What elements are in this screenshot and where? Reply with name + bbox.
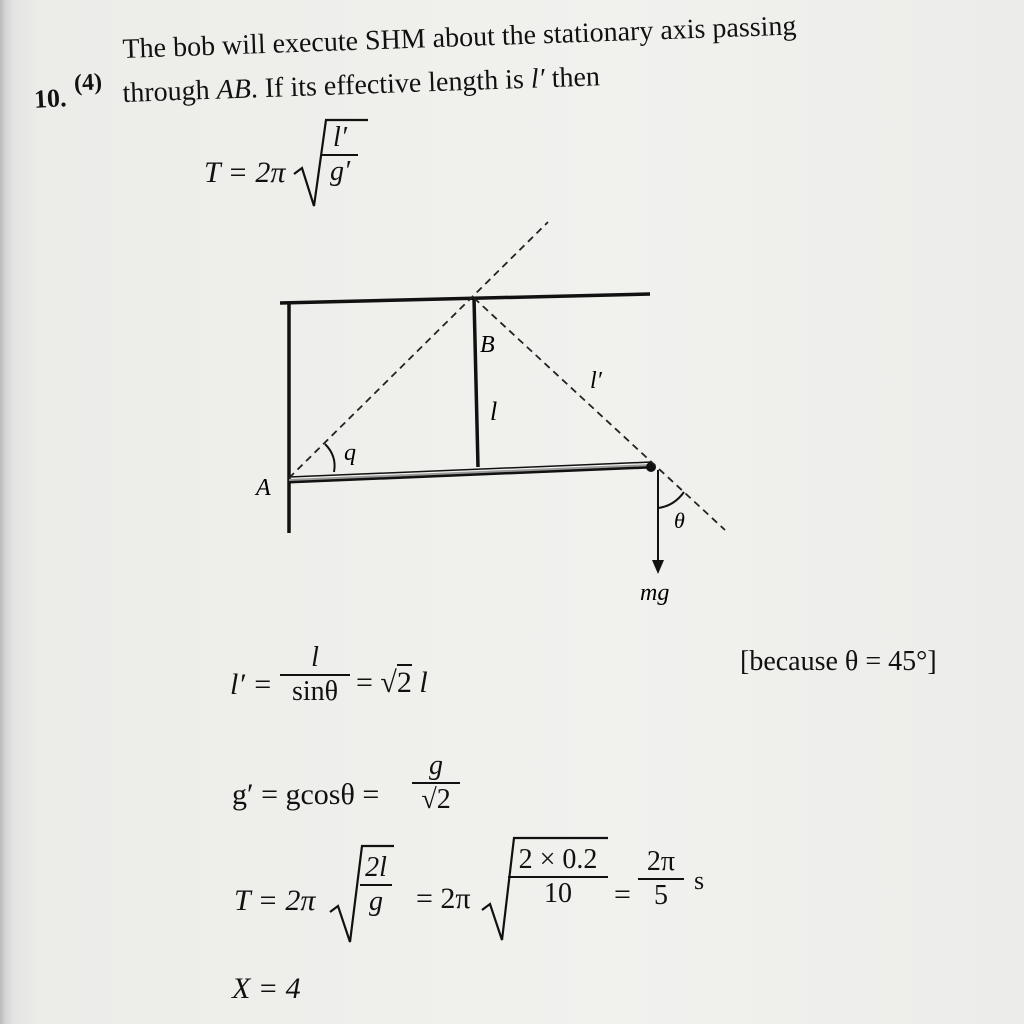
formula1-den: g′ [329, 156, 351, 187]
eq-lprime-num: l [311, 642, 319, 673]
because-note: [because θ = 45°] [740, 646, 937, 677]
eq-T-den2: 10 [544, 878, 572, 909]
line2-mid: . If its effective length is [250, 63, 532, 105]
eq-lprime-fraction [280, 642, 350, 708]
eq-gprime-num: g [429, 750, 443, 781]
gravity-arrow [652, 470, 664, 574]
support-frame [280, 294, 650, 533]
question-number: 10. [33, 83, 68, 114]
angle-arc-theta [658, 492, 684, 508]
eq-lprime-rhs [356, 666, 428, 700]
eq-gprime-root: 2 [436, 784, 451, 815]
line2-prefix: through [122, 74, 218, 109]
eq-lprime-lhs: l′ = [230, 668, 273, 701]
eq-lprime-l: l [411, 666, 428, 699]
eq-T-den1: g [369, 886, 383, 917]
label-q: q [344, 440, 356, 466]
eq-T-lhs: T = 2π [234, 884, 316, 917]
eq-T-equals: = [614, 878, 631, 911]
eq-lprime-eq: = [356, 666, 381, 699]
line2-suffix: then [544, 61, 601, 95]
label-l: l [490, 397, 498, 426]
dashed-lines [289, 222, 725, 530]
bob [646, 462, 656, 472]
eq-T-num3: 2π [646, 846, 676, 877]
eq-T-fraction-3 [638, 846, 684, 912]
sqrt-symbol: √ [421, 784, 437, 815]
effective-length-symbol: l′ [530, 63, 546, 95]
eq-gprime-fraction [412, 750, 460, 816]
eq-T-fraction-1 [360, 852, 392, 918]
eq-T-mid: = 2π [416, 882, 471, 915]
axis-ab: AB [216, 73, 252, 106]
label-mg: mg [640, 580, 670, 606]
eq-gprime-den [421, 784, 450, 816]
question-line-1: The bob will execute SHM about the stationary axis passing [122, 10, 797, 65]
eq-T-num2: 2 × 0.2 [518, 844, 598, 875]
label-A: A [256, 475, 271, 501]
answer-X: X = 4 [232, 972, 301, 1005]
label-lprime: l′ [590, 368, 602, 394]
label-B: B [480, 332, 495, 358]
angle-arc-q [325, 444, 335, 472]
sqrt-symbol: √ [380, 666, 397, 699]
eq-T-unit: s [694, 866, 705, 895]
formula1-lhs: T = 2π [204, 156, 286, 189]
eq-T-fraction-2 [508, 844, 608, 910]
eq-gprime-lhs: g′ = gcosθ = [232, 778, 380, 811]
eq-T-den3: 5 [654, 880, 668, 911]
eq-lprime-root: 2 [396, 666, 412, 699]
formula1-num: l′ [333, 122, 347, 153]
answer-option: (4) [73, 69, 103, 97]
label-theta: θ [674, 508, 685, 533]
eq-T-num1: 2l [365, 852, 387, 883]
eq-lprime-den: sinθ [291, 676, 339, 707]
